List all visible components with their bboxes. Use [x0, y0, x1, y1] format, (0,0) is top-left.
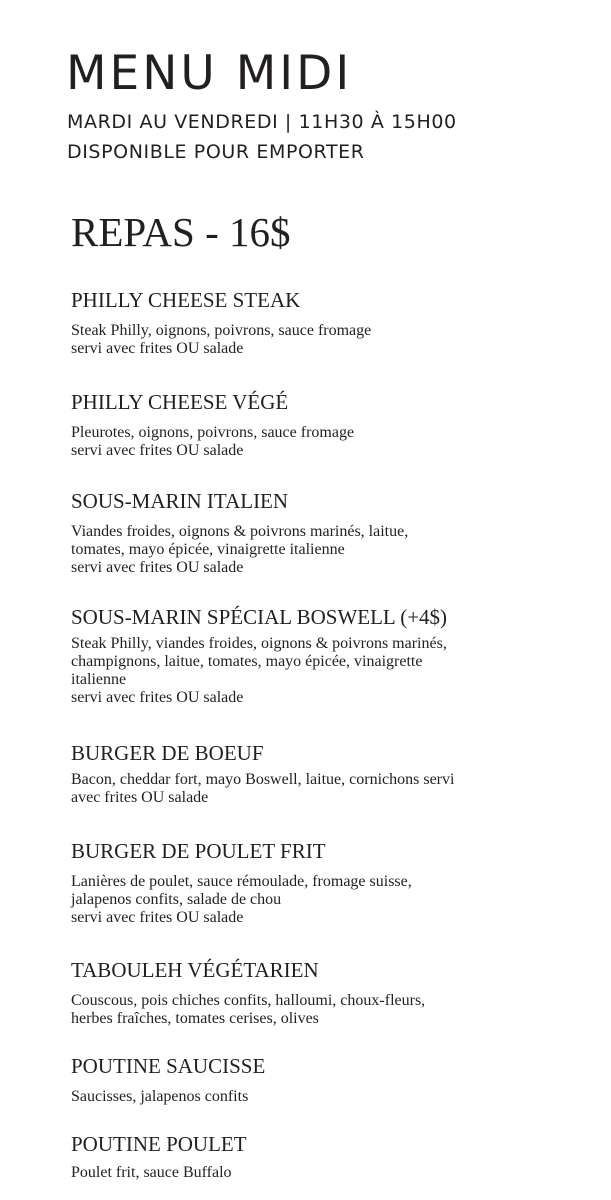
menu-item-sous-marin-special-boswell: [71, 604, 571, 707]
item-name: SOUS-MARIN SPÉCIAL BOSWELL (+4$): [71, 605, 448, 629]
item-description: Viandes froides, oignons & poivrons marinés, laitue, tomates, mayo épicée, vinaigrette italienne servi avec frites OU salade: [71, 523, 409, 576]
item-name: PHILLY CHEESE STEAK: [71, 288, 301, 312]
menu-item-poutine-poulet: [71, 1131, 571, 1182]
menu-item-philly-cheese-steak: [71, 287, 571, 358]
menu-item-sous-marin-italien: [71, 488, 571, 577]
menu-item-tabouleh-vegetarien: [71, 957, 571, 1028]
item-description: Pleurotes, oignons, poivrons, sauce fromage servi avec frites OU salade: [71, 424, 355, 459]
section-title: REPAS - 16$: [71, 209, 291, 255]
item-description: Steak Philly, oignons, poivrons, sauce fromage servi avec frites OU salade: [71, 322, 372, 357]
item-description: Poulet frit, sauce Buffalo: [71, 1164, 232, 1181]
item-description: Steak Philly, viandes froides, oignons & poivrons marinés, champignons, laitue, tomates, mayo épicée, vinaigrette italienne servi avec frites OU salade: [71, 635, 447, 706]
menu-item-philly-cheese-vege: [71, 389, 571, 460]
item-name: BURGER DE BOEUF: [71, 741, 264, 765]
hours-line: MARDI AU VENDREDI | 11H30 À 15H00: [67, 111, 457, 133]
menu-title: MENU MIDI: [66, 46, 353, 101]
item-name: PHILLY CHEESE VÉGÉ: [71, 390, 289, 414]
item-name: POUTINE SAUCISSE: [71, 1054, 266, 1078]
menu-item-burger-de-poulet-frit: [71, 838, 571, 927]
menu-item-poutine-saucisse: [71, 1053, 571, 1106]
menu-item-burger-de-boeuf: [71, 740, 571, 807]
takeout-line: DISPONIBLE POUR EMPORTER: [67, 141, 365, 163]
item-description: Couscous, pois chiches confits, halloumi, choux-fleurs, herbes fraîches, tomates cerises, olives: [71, 992, 426, 1027]
item-description: Lanières de poulet, sauce rémoulade, fromage suisse, jalapenos confits, salade de chou servi avec frites OU salade: [71, 873, 412, 926]
item-description: Saucisses, jalapenos confits: [71, 1088, 249, 1105]
item-name: TABOULEH VÉGÉTARIEN: [71, 958, 319, 982]
item-name: BURGER DE POULET FRIT: [71, 839, 326, 863]
item-description: Bacon, cheddar fort, mayo Boswell, laitue, cornichons servi avec frites OU salade: [71, 771, 455, 806]
item-name: SOUS-MARIN ITALIEN: [71, 489, 289, 513]
item-name: POUTINE POULET: [71, 1132, 247, 1156]
